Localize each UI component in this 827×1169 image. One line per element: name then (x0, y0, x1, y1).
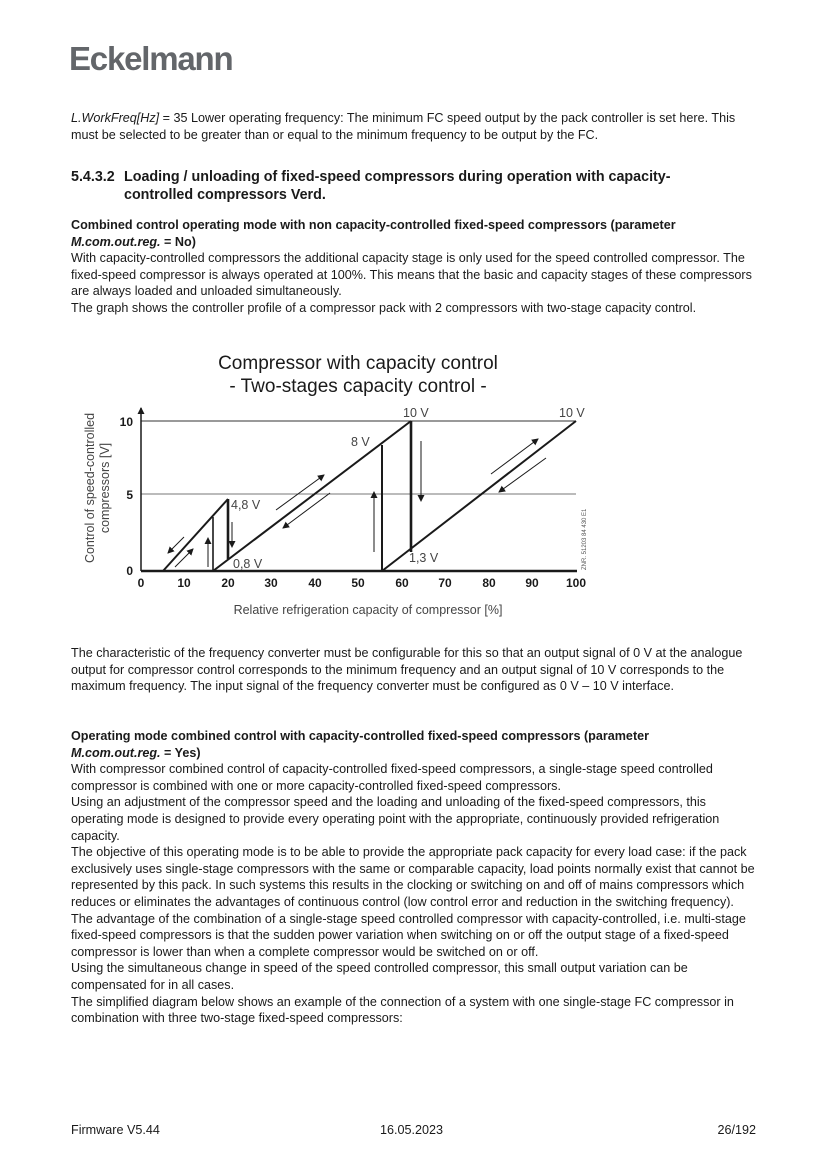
mode-yes-param-value: = Yes) (160, 745, 201, 760)
svg-text:4,8 V: 4,8 V (231, 498, 261, 512)
chart-subtitle: - Two-stages capacity control - (229, 376, 487, 397)
mode-yes-param: M.com.out.reg. (71, 745, 161, 760)
mode-no-heading: Combined control operating mode with non capacity-controlled fixed-speed compressors (parameter (71, 218, 676, 232)
svg-text:40: 40 (308, 576, 322, 590)
svg-text:0: 0 (126, 564, 133, 578)
svg-text:90: 90 (525, 576, 539, 590)
mode-no-param-value: = No) (160, 234, 196, 249)
footer-firmware: Firmware V5.44 (71, 1123, 160, 1137)
fc-note-paragraph: The characteristic of the frequency converter must be configurable for this so that an output signal of 0 V at the analogue output for compressor control corresponds to the minimum frequency and an output signal of 10 V corresponds to the maximum frequency. The input signal of the frequency converter must be configured as 0 V – 10 V interface. (71, 646, 743, 694)
svg-text:Control of speed-controlled: Control of speed-controlled (83, 412, 97, 564)
svg-text:50: 50 (351, 576, 365, 590)
svg-text:10: 10 (177, 576, 191, 590)
mode-no-graph-note: The graph shows the controller profile of a compressor pack with 2 compressors with two-stage capacity control. (71, 300, 697, 315)
footer-page-number: 26/192 (717, 1123, 756, 1137)
mode-yes-p3: The objective of this operating mode is to be able to provide the appropriate pack capacity for every load case: if the pack exclusively uses single-stage compressors with the same or comparable capacity, load points normally exist that cannot be represented by this pack. In such systems this results in the clocking or switching on and off of mains compressors which reduces or eliminates the advantages of continuous control (low control error and reduction in the switching frequency). (71, 845, 755, 909)
svg-text:30: 30 (264, 576, 278, 590)
svg-text:5: 5 (126, 488, 133, 502)
svg-text:1,3 V: 1,3 V (409, 551, 439, 565)
svg-text:10: 10 (119, 415, 133, 429)
svg-text:10 V: 10 V (403, 406, 429, 420)
footer-date: 16.05.2023 (380, 1123, 444, 1137)
company-logo: Eckelmann (69, 40, 233, 77)
value-annotations (231, 406, 585, 571)
intro-text: = 35 Lower operating frequency: The minimum FC speed output by the pack controller is set here. This must be selected to be greater than or equal to the minimum frequency to be output by the FC. (71, 111, 736, 142)
x-axis-label: Relative refrigeration capacity of compressor [%] (233, 603, 503, 617)
mode-no-param: M.com.out.reg. (71, 234, 161, 249)
mode-yes-p1: With compressor combined control of capacity-controlled fixed-speed compressors, a single-stage speed controlled compressor is combined with one or more capacity-controlled fixed-speed compressors. (71, 762, 713, 793)
mode-yes-p4: The advantage of the combination of a single-stage speed controlled compressor with capacity-controlled, i.e. multi-stage fixed-speed compressors is that the sudden power variation when switching on or off the output stage of a fixed-speed compressor is lower than when a complete compressor would be switched on or off. (71, 911, 746, 959)
svg-text:20: 20 (221, 576, 235, 590)
svg-text:60: 60 (395, 576, 409, 590)
mode-no-body: With capacity-controlled compressors the additional capacity stage is only used for the speed controlled compressor. The fixed-speed compressor is always operated at 100%. This means that the basic and capacity stages of these compressors are always loaded and unloaded simultaneously. (71, 251, 752, 299)
y-axis-label (83, 413, 112, 563)
chart-title: Compressor with capacity control (218, 353, 498, 374)
svg-text:100: 100 (565, 576, 587, 590)
mode-yes-block (71, 728, 761, 1027)
mode-yes-p5: Using the simultaneous change in speed of the speed controlled compressor, this small output variation can be compensated for in all cases. (71, 961, 688, 992)
svg-text:80: 80 (482, 576, 496, 590)
svg-text:0: 0 (137, 576, 145, 590)
mode-yes-p6: The simplified diagram below shows an example of the connection of a system with one single-stage FC compressor in combination with three two-stage fixed-speed compressors: (71, 994, 734, 1026)
param-name: L.WorkFreq[Hz] (71, 111, 160, 125)
reference-code: ZNR. 51203 84 430 E1 (582, 508, 588, 570)
section-number: 5.4.3.2 (71, 169, 115, 185)
mode-yes-p2: Using an adjustment of the compressor speed and the loading and unloading of the fixed-speed compressors, this operating mode is designed to provide every operating point with the appropriate, continuously provided refrigeration capacity. (71, 795, 720, 843)
y-tick-labels (120, 415, 134, 578)
svg-text:compressors [V]: compressors [V] (98, 442, 112, 534)
mode-yes-heading: Operating mode combined control with capacity-controlled fixed-speed compressors (parameter (71, 729, 650, 743)
svg-text:0,8 V: 0,8 V (233, 557, 263, 571)
svg-text:10 V: 10 V (559, 406, 585, 420)
x-tick-labels (138, 576, 587, 590)
section-title: Loading / unloading of fixed-speed compressors during operation with capacity-controlled compressors Verd. (124, 169, 671, 203)
svg-text:8 V: 8 V (351, 435, 370, 449)
svg-text:70: 70 (438, 576, 452, 590)
